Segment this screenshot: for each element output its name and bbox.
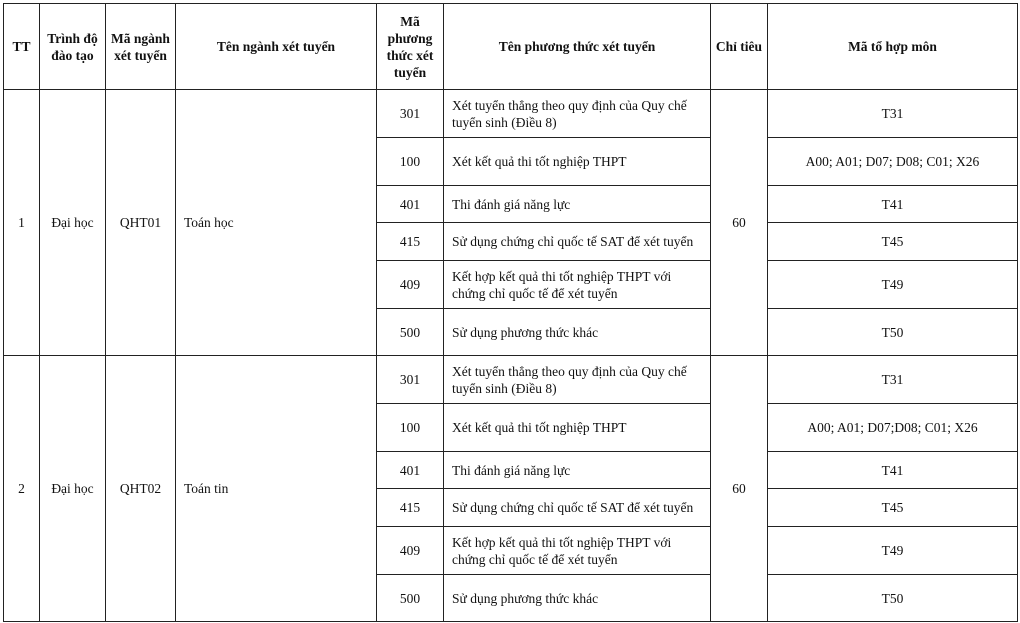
program-ma-nganh: QHT02 <box>106 356 176 622</box>
method-code: 409 <box>377 261 444 309</box>
method-code: 100 <box>377 404 444 452</box>
method-code: 401 <box>377 452 444 489</box>
method-name: Xét tuyển thẳng theo quy định của Quy chế tuyển sinh (Điều 8) <box>444 356 711 404</box>
method-combo: A00; A01; D07; D08; C01; X26 <box>768 138 1018 186</box>
method-name: Sử dụng phương thức khác <box>444 575 711 622</box>
method-code: 415 <box>377 223 444 261</box>
header-ma-phuong-thuc: Mã phương thức xét tuyển <box>377 4 444 90</box>
header-ma-nganh: Mã ngành xét tuyển <box>106 4 176 90</box>
program-trinh-do: Đại học <box>40 356 106 622</box>
method-name: Sử dụng phương thức khác <box>444 309 711 356</box>
method-combo: T45 <box>768 223 1018 261</box>
method-code: 409 <box>377 527 444 575</box>
program-ma-nganh: QHT01 <box>106 90 176 356</box>
program-ten-nganh: Toán học <box>176 90 377 356</box>
method-name: Kết hợp kết quả thi tốt nghiệp THPT với chứng chỉ quốc tế để xét tuyển <box>444 261 711 309</box>
header-chi-tieu: Chỉ tiêu <box>711 4 768 90</box>
method-code: 500 <box>377 309 444 356</box>
method-combo: T45 <box>768 489 1018 527</box>
header-ten-phuong-thuc: Tên phương thức xét tuyển <box>444 4 711 90</box>
method-name: Sử dụng chứng chỉ quốc tế SAT để xét tuyển <box>444 489 711 527</box>
method-code: 401 <box>377 186 444 223</box>
method-name: Xét kết quả thi tốt nghiệp THPT <box>444 404 711 452</box>
method-combo: T50 <box>768 309 1018 356</box>
program-ten-nganh: Toán tin <box>176 356 377 622</box>
method-combo: T41 <box>768 452 1018 489</box>
method-combo: A00; A01; D07;D08; C01; X26 <box>768 404 1018 452</box>
method-combo: T50 <box>768 575 1018 622</box>
program-chi-tieu: 60 <box>711 356 768 622</box>
method-code: 100 <box>377 138 444 186</box>
method-name: Sử dụng chứng chỉ quốc tế SAT để xét tuyển <box>444 223 711 261</box>
method-code: 301 <box>377 90 444 138</box>
header-tt: TT <box>4 4 40 90</box>
header-row <box>4 4 1018 90</box>
program-trinh-do: Đại học <box>40 90 106 356</box>
program-tt: 1 <box>4 90 40 356</box>
table-row <box>4 90 1018 138</box>
program-chi-tieu: 60 <box>711 90 768 356</box>
header-ma-to-hop: Mã tổ hợp môn <box>768 4 1018 90</box>
method-combo: T41 <box>768 186 1018 223</box>
method-code: 415 <box>377 489 444 527</box>
program-tt: 2 <box>4 356 40 622</box>
method-combo: T31 <box>768 356 1018 404</box>
method-name: Thi đánh giá năng lực <box>444 452 711 489</box>
header-ten-nganh: Tên ngành xét tuyển <box>176 4 377 90</box>
table-row <box>4 356 1018 404</box>
method-code: 301 <box>377 356 444 404</box>
header-trinh-do: Trình độ đào tạo <box>40 4 106 90</box>
method-name: Xét kết quả thi tốt nghiệp THPT <box>444 138 711 186</box>
admission-table <box>3 3 1018 622</box>
method-name: Kết hợp kết quả thi tốt nghiệp THPT với chứng chỉ quốc tế để xét tuyển <box>444 527 711 575</box>
method-combo: T49 <box>768 527 1018 575</box>
method-combo: T31 <box>768 90 1018 138</box>
method-combo: T49 <box>768 261 1018 309</box>
method-name: Xét tuyển thẳng theo quy định của Quy chế tuyển sinh (Điều 8) <box>444 90 711 138</box>
method-code: 500 <box>377 575 444 622</box>
method-name: Thi đánh giá năng lực <box>444 186 711 223</box>
